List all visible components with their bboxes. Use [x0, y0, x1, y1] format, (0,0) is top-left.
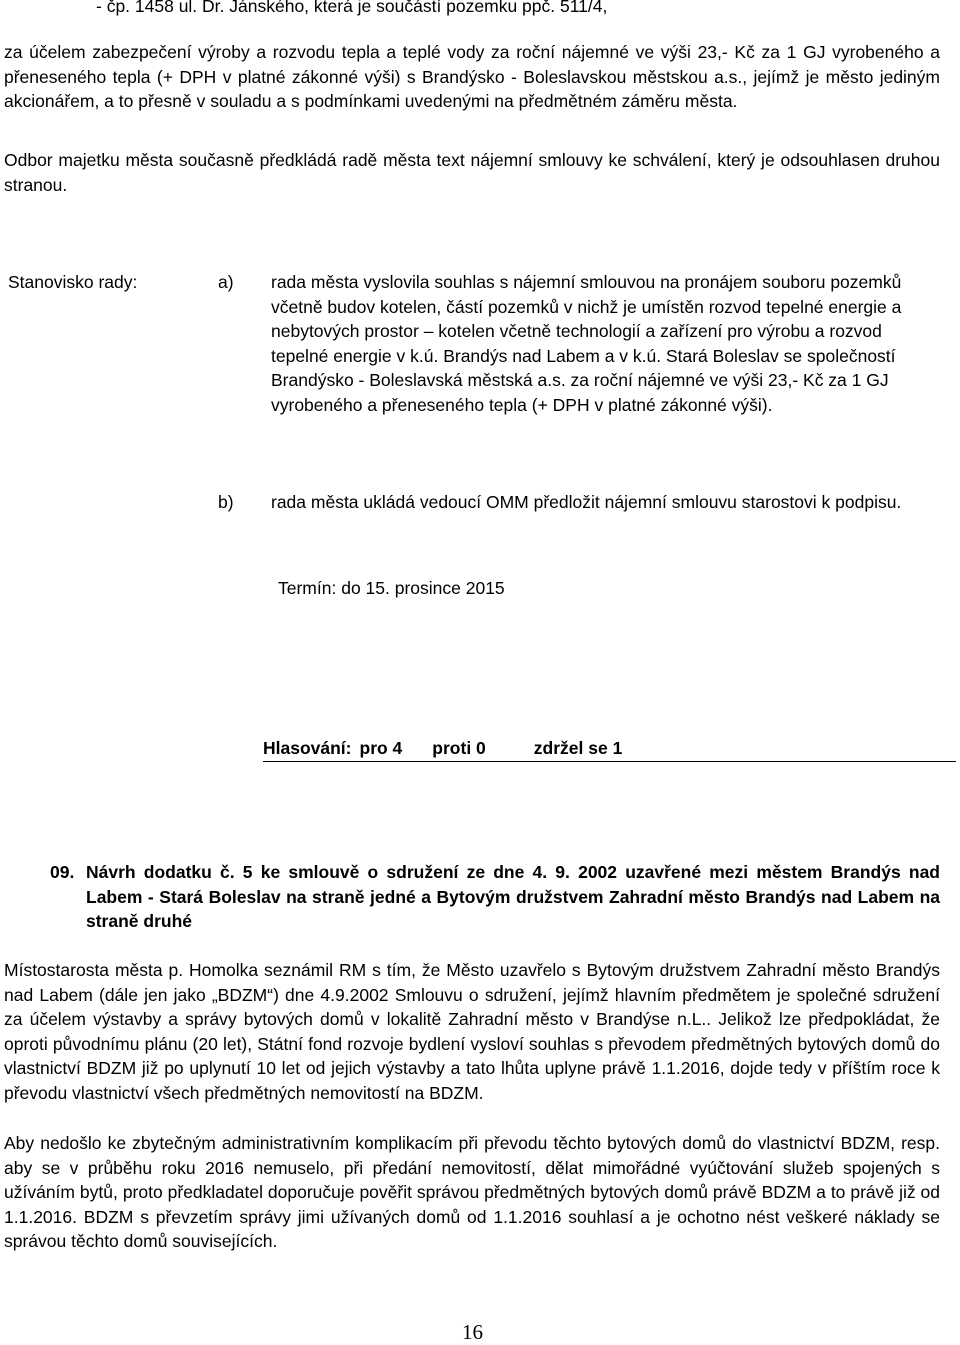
odbor-paragraph: Odbor majetku města současně předkládá radě města text nájemní smlouvy ke schválení, který je odsouhlasen druhou stranou. [4, 150, 940, 195]
item-a-text: rada města vyslovila souhlas s nájemní smlouvou na pronájem souboru pozemků včetně budov kotelen, částí pozemků v nichž je umístěn rozvod tepelné energie a nebytových prostor – kotelen včetně technologií a zařízení pro výrobu a rozvod tepelné energie v k.ú. Brandýs nad Labem a v k.ú. Stará Boleslav se společností Brandýsko - Boleslavská městská a.s. za roční nájemné ve výši 23,- Kč za 1 GJ vyrobeného a přeneseného tepla (+ DPH v platné zákonné výši). [271, 272, 902, 415]
intro-paragraph: za účelem zabezpečení výroby a rozvodu tepla a teplé vody za roční nájemné ve výši 23,- Kč za 1 GJ vyrobeného a přeneseného tepla (+ DPH v platné zákonné výši) s Brandýsko - Boleslavskou městskou a.s., jejímž je město jediným akcionářem, a to přesně v souladu a s podmínkami uvedenými na předmětném záměru města. [4, 42, 940, 111]
section-paragraph-1: Místostarosta města p. Homolka seznámil RM s tím, že Město uzavřelo s Bytovým družstvem Zahradní město Brandýs nad Labem (dále jen jako „BDZM“) dne 4.9.2002 Smlouvu o sdružení, jejímž hlavním předmětem je společné sdružení za účelem výstavby a správy bytových domů v lokalitě Zahradní město v Brandýse n.L.. Jelikož lze předpokládat, že oproti původnímu plánu (20 let), Státní fond rozvoje bydlení vysloví souhlas s převodem předmětných bytových domů do vlastnictví BDZM již po uplynutí 10 let od jejich výstavby a tato lhůta uplyne právě 1.1.2016, dojde tedy v příštím roce k převodu vlastnictví všech předmětných nemovitostí na BDZM. [4, 960, 940, 1103]
termin: Termín: do 15. prosince 2015 [278, 578, 505, 598]
section-number: 09. [50, 862, 75, 882]
item-b-letter: b) [218, 492, 234, 512]
hlasovani-zdrzel: zdržel se 1 [533, 738, 623, 758]
hlasovani-label: Hlasování: [263, 738, 352, 758]
section-paragraph-2: Aby nedošlo ke zbytečným administrativním komplikacím při převodu těchto bytových domů do vlastnictví BDZM, resp. aby se v průběhu roku 2016 nemuselo, při předání nemovitostí, dělat mimořádné vyúčtování služeb spojených s užíváním bytů, proto předkladatel doporučuje pověřit správou předmětných bytových domů právě BDZM a to právě již od 1.1.2016. BDZM s převzetím správy jimi užívaných domů od 1.1.2016 souhlasí a je ochotno nést veškeré náklady se správou těchto domů souvisejících. [4, 1133, 940, 1251]
item-a-letter: a) [218, 272, 234, 292]
page-number: 16 [462, 1320, 483, 1344]
item-b-text: rada města ukládá vedoucí OMM předložit nájemní smlouvu starostovi k podpisu. [271, 492, 902, 512]
hlasovani-underline [263, 761, 956, 762]
bullet-line: - čp. 1458 ul. Dr. Jánského, která je součástí pozemku ppč. 511/4, [96, 0, 608, 16]
section-title: Návrh dodatku č. 5 ke smlouvě o sdružení ze dne 4. 9. 2002 uzavřené mezi městem Brandýs nad Labem - Stará Boleslav na straně jedné a Bytovým družstvem Zahradní město Brandýs nad Labem na straně druhé [86, 862, 940, 931]
hlasovani-proti: proti 0 [432, 738, 486, 758]
hlasovani-pro: pro 4 [359, 738, 403, 758]
hlasovani-row [263, 736, 622, 761]
stanovisko-label: Stanovisko rady: [8, 272, 138, 292]
